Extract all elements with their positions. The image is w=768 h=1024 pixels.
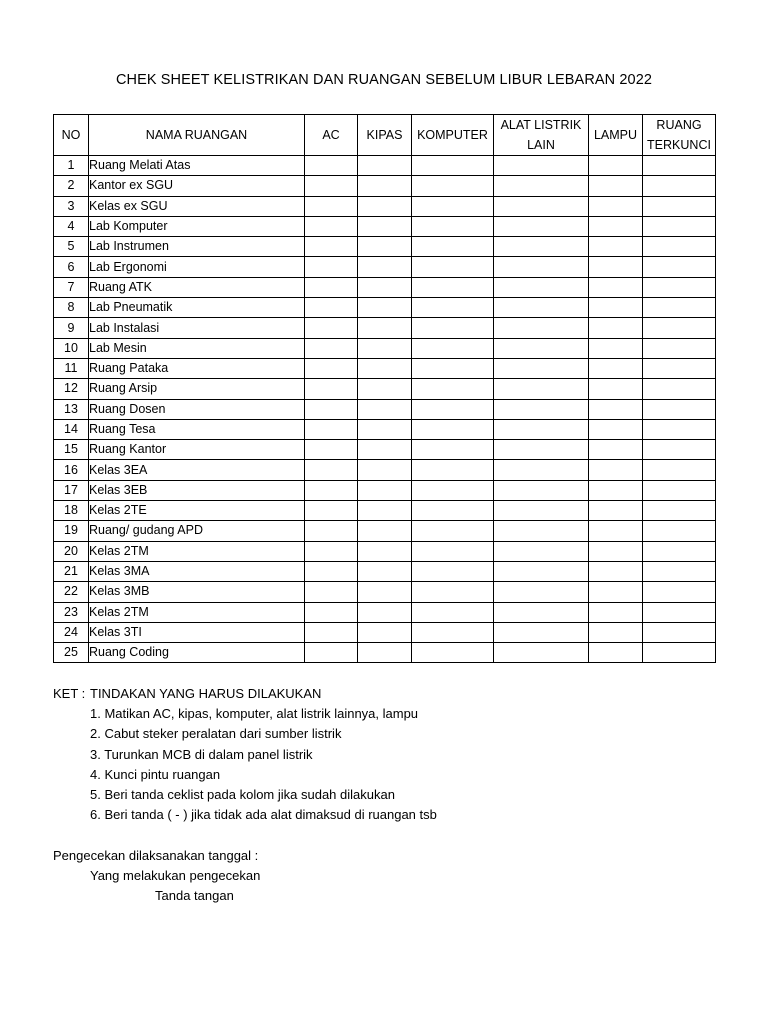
other-appliances-cell[interactable] xyxy=(494,419,589,439)
computer-cell[interactable] xyxy=(412,338,494,358)
ac-cell[interactable] xyxy=(305,501,358,521)
fan-cell[interactable] xyxy=(358,237,412,257)
room-locked-cell[interactable] xyxy=(643,257,716,277)
row-number: 1 xyxy=(54,156,89,176)
lamp-cell[interactable] xyxy=(589,277,643,297)
fan-cell[interactable] xyxy=(358,257,412,277)
room-locked-cell[interactable] xyxy=(643,480,716,500)
ac-cell[interactable] xyxy=(305,480,358,500)
computer-cell[interactable] xyxy=(412,582,494,602)
room-locked-cell[interactable] xyxy=(643,501,716,521)
room-locked-cell[interactable] xyxy=(643,643,716,663)
fan-cell[interactable] xyxy=(358,216,412,236)
room-locked-cell[interactable] xyxy=(643,298,716,318)
document-title: CHEK SHEET KELISTRIKAN DAN RUANGAN SEBELUM LIBUR LEBARAN 2022 xyxy=(115,72,653,88)
lamp-cell[interactable] xyxy=(589,561,643,581)
room-name: Ruang ATK xyxy=(89,277,305,297)
lamp-cell[interactable] xyxy=(589,379,643,399)
computer-cell[interactable] xyxy=(412,419,494,439)
table-row xyxy=(54,460,716,480)
checker-label: Yang melakukan pengecekan xyxy=(90,868,261,883)
table-row xyxy=(54,338,716,358)
row-number: 10 xyxy=(54,338,89,358)
room-locked-cell[interactable] xyxy=(643,622,716,642)
fan-cell[interactable] xyxy=(358,298,412,318)
signature-label: Tanda tangan xyxy=(155,888,234,903)
row-number: 16 xyxy=(54,460,89,480)
room-locked-cell[interactable] xyxy=(643,582,716,602)
room-locked-cell[interactable] xyxy=(643,541,716,561)
ac-cell[interactable] xyxy=(305,379,358,399)
computer-cell[interactable] xyxy=(412,602,494,622)
fan-cell[interactable] xyxy=(358,277,412,297)
lamp-cell[interactable] xyxy=(589,338,643,358)
row-number: 13 xyxy=(54,399,89,419)
table-row xyxy=(54,582,716,602)
fan-cell[interactable] xyxy=(358,602,412,622)
notes-title: TINDAKAN YANG HARUS DILAKUKAN xyxy=(90,686,322,701)
ac-cell[interactable] xyxy=(305,156,358,176)
computer-cell[interactable] xyxy=(412,440,494,460)
ac-cell[interactable] xyxy=(305,622,358,642)
room-name: Kelas 2TM xyxy=(89,541,305,561)
notes-label: KET : xyxy=(53,686,86,701)
row-number: 21 xyxy=(54,561,89,581)
ac-cell[interactable] xyxy=(305,237,358,257)
ac-cell[interactable] xyxy=(305,338,358,358)
table-row xyxy=(54,561,716,581)
ac-cell[interactable] xyxy=(305,298,358,318)
ac-cell[interactable] xyxy=(305,216,358,236)
row-number: 20 xyxy=(54,541,89,561)
other-appliances-cell[interactable] xyxy=(494,318,589,338)
room-name: Ruang Arsip xyxy=(89,379,305,399)
fan-cell[interactable] xyxy=(358,156,412,176)
ac-cell[interactable] xyxy=(305,257,358,277)
room-name: Ruang/ gudang APD xyxy=(89,521,305,541)
row-number: 2 xyxy=(54,176,89,196)
other-appliances-cell[interactable] xyxy=(494,501,589,521)
room-name: Kelas 2TE xyxy=(89,501,305,521)
ac-cell[interactable] xyxy=(305,440,358,460)
computer-cell[interactable] xyxy=(412,216,494,236)
lamp-cell[interactable] xyxy=(589,237,643,257)
row-number: 24 xyxy=(54,622,89,642)
table-row xyxy=(54,216,716,236)
computer-cell[interactable] xyxy=(412,399,494,419)
room-name: Lab Mesin xyxy=(89,338,305,358)
fan-cell[interactable] xyxy=(358,480,412,500)
row-number: 22 xyxy=(54,582,89,602)
computer-cell[interactable] xyxy=(412,277,494,297)
fan-cell[interactable] xyxy=(358,196,412,216)
room-locked-cell[interactable] xyxy=(643,440,716,460)
lamp-cell[interactable] xyxy=(589,521,643,541)
fan-cell[interactable] xyxy=(358,561,412,581)
col-header-no: NO xyxy=(54,115,89,156)
room-name: Lab Instrumen xyxy=(89,237,305,257)
computer-cell[interactable] xyxy=(412,156,494,176)
computer-cell[interactable] xyxy=(412,196,494,216)
room-name: Kelas 3MA xyxy=(89,561,305,581)
room-locked-cell[interactable] xyxy=(643,277,716,297)
row-number: 15 xyxy=(54,440,89,460)
table-row xyxy=(54,419,716,439)
lamp-cell[interactable] xyxy=(589,419,643,439)
room-name: Kelas 3EB xyxy=(89,480,305,500)
ac-cell[interactable] xyxy=(305,318,358,338)
note-step: 1. Matikan AC, kipas, komputer, alat listrik lainnya, lampu xyxy=(90,706,419,721)
row-number: 8 xyxy=(54,298,89,318)
lamp-cell[interactable] xyxy=(589,602,643,622)
room-name: Ruang Coding xyxy=(89,643,305,663)
table-row xyxy=(54,480,716,500)
lamp-cell[interactable] xyxy=(589,216,643,236)
room-locked-cell[interactable] xyxy=(643,419,716,439)
note-step: 6. Beri tanda ( - ) jika tidak ada alat dimaksud di ruangan tsb xyxy=(90,807,437,823)
other-appliances-cell[interactable] xyxy=(494,176,589,196)
room-locked-cell[interactable] xyxy=(643,318,716,338)
other-appliances-cell[interactable] xyxy=(494,358,589,378)
fan-cell[interactable] xyxy=(358,622,412,642)
computer-cell[interactable] xyxy=(412,480,494,500)
ac-cell[interactable] xyxy=(305,277,358,297)
lamp-cell[interactable] xyxy=(589,440,643,460)
row-number: 6 xyxy=(54,257,89,277)
table-row xyxy=(54,399,716,419)
ac-cell[interactable] xyxy=(305,602,358,622)
room-locked-cell[interactable] xyxy=(643,237,716,257)
room-name: Ruang Pataka xyxy=(89,358,305,378)
notes-steps xyxy=(90,704,437,826)
fan-cell[interactable] xyxy=(358,379,412,399)
room-locked-cell[interactable] xyxy=(643,602,716,622)
table-row xyxy=(54,318,716,338)
row-number: 11 xyxy=(54,358,89,378)
room-name: Ruang Dosen xyxy=(89,399,305,419)
ac-cell[interactable] xyxy=(305,643,358,663)
note-step: 5. Beri tanda ceklist pada kolom jika sudah dilakukan xyxy=(90,787,395,803)
col-header-computer: KOMPUTER xyxy=(412,115,494,156)
other-appliances-cell[interactable] xyxy=(494,216,589,236)
computer-cell[interactable] xyxy=(412,358,494,378)
ac-cell[interactable] xyxy=(305,561,358,581)
computer-cell[interactable] xyxy=(412,643,494,663)
row-number: 25 xyxy=(54,643,89,663)
table-row xyxy=(54,521,716,541)
other-appliances-cell[interactable] xyxy=(494,582,589,602)
other-appliances-cell[interactable] xyxy=(494,399,589,419)
other-appliances-cell[interactable] xyxy=(494,257,589,277)
other-appliances-cell[interactable] xyxy=(494,460,589,480)
col-header-locked-line2: TERKUNCI xyxy=(647,138,711,152)
row-number: 4 xyxy=(54,216,89,236)
table-row xyxy=(54,440,716,460)
lamp-cell[interactable] xyxy=(589,399,643,419)
col-header-room-locked xyxy=(643,115,716,156)
room-locked-cell[interactable] xyxy=(643,216,716,236)
computer-cell[interactable] xyxy=(412,521,494,541)
row-number: 17 xyxy=(54,480,89,500)
fan-cell[interactable] xyxy=(358,541,412,561)
fan-cell[interactable] xyxy=(358,643,412,663)
other-appliances-cell[interactable] xyxy=(494,277,589,297)
ac-cell[interactable] xyxy=(305,541,358,561)
lamp-cell[interactable] xyxy=(589,298,643,318)
computer-cell[interactable] xyxy=(412,298,494,318)
other-appliances-cell[interactable] xyxy=(494,196,589,216)
table-row xyxy=(54,541,716,561)
table-row xyxy=(54,298,716,318)
other-appliances-cell[interactable] xyxy=(494,602,589,622)
lamp-cell[interactable] xyxy=(589,622,643,642)
room-name: Lab Instalasi xyxy=(89,318,305,338)
computer-cell[interactable] xyxy=(412,257,494,277)
computer-cell[interactable] xyxy=(412,541,494,561)
room-name: Kelas 3TI xyxy=(89,622,305,642)
room-name: Ruang Melati Atas xyxy=(89,156,305,176)
room-name: Kelas 3EA xyxy=(89,460,305,480)
room-name: Lab Komputer xyxy=(89,216,305,236)
ac-cell[interactable] xyxy=(305,399,358,419)
row-number: 23 xyxy=(54,602,89,622)
note-step: 2. Cabut steker peralatan dari sumber listrik xyxy=(90,726,342,742)
notes-heading xyxy=(53,684,321,704)
fan-cell[interactable] xyxy=(358,440,412,460)
other-appliances-cell[interactable] xyxy=(494,379,589,399)
table-header-row xyxy=(54,115,716,156)
other-appliances-cell[interactable] xyxy=(494,480,589,500)
table-row xyxy=(54,622,716,642)
lamp-cell[interactable] xyxy=(589,176,643,196)
ac-cell[interactable] xyxy=(305,358,358,378)
row-number: 18 xyxy=(54,501,89,521)
col-header-locked-line1: RUANG xyxy=(656,118,702,132)
ac-cell[interactable] xyxy=(305,582,358,602)
table-row xyxy=(54,602,716,622)
table-row xyxy=(54,643,716,663)
table-row xyxy=(54,501,716,521)
lamp-cell[interactable] xyxy=(589,501,643,521)
room-name: Ruang Kantor xyxy=(89,440,305,460)
fan-cell[interactable] xyxy=(358,176,412,196)
other-appliances-cell[interactable] xyxy=(494,298,589,318)
col-header-lamp: LAMPU xyxy=(589,115,643,156)
other-appliances-cell[interactable] xyxy=(494,521,589,541)
fan-cell[interactable] xyxy=(358,358,412,378)
computer-cell[interactable] xyxy=(412,622,494,642)
other-appliances-cell[interactable] xyxy=(494,440,589,460)
fan-cell[interactable] xyxy=(358,521,412,541)
lamp-cell[interactable] xyxy=(589,318,643,338)
room-locked-cell[interactable] xyxy=(643,460,716,480)
checklist-table xyxy=(53,114,716,663)
room-name: Lab Ergonomi xyxy=(89,257,305,277)
lamp-cell[interactable] xyxy=(589,196,643,216)
computer-cell[interactable] xyxy=(412,176,494,196)
computer-cell[interactable] xyxy=(412,318,494,338)
col-header-room: NAMA RUANGAN xyxy=(89,115,305,156)
other-appliances-cell[interactable] xyxy=(494,338,589,358)
check-date-label: Pengecekan dilaksanakan tanggal : xyxy=(53,848,259,863)
col-header-fan: KIPAS xyxy=(358,115,412,156)
fan-cell[interactable] xyxy=(358,399,412,419)
other-appliances-cell[interactable] xyxy=(494,643,589,663)
table-row xyxy=(54,156,716,176)
fan-cell[interactable] xyxy=(358,419,412,439)
room-locked-cell[interactable] xyxy=(643,338,716,358)
row-number: 19 xyxy=(54,521,89,541)
ac-cell[interactable] xyxy=(305,196,358,216)
lamp-cell[interactable] xyxy=(589,480,643,500)
table-row xyxy=(54,176,716,196)
other-appliances-cell[interactable] xyxy=(494,622,589,642)
other-appliances-cell[interactable] xyxy=(494,156,589,176)
col-header-ac: AC xyxy=(305,115,358,156)
room-name: Ruang Tesa xyxy=(89,419,305,439)
row-number: 7 xyxy=(54,277,89,297)
room-locked-cell[interactable] xyxy=(643,196,716,216)
computer-cell[interactable] xyxy=(412,460,494,480)
table-row xyxy=(54,237,716,257)
row-number: 3 xyxy=(54,196,89,216)
computer-cell[interactable] xyxy=(412,379,494,399)
fan-cell[interactable] xyxy=(358,501,412,521)
room-name: Kelas 3MB xyxy=(89,582,305,602)
fan-cell[interactable] xyxy=(358,582,412,602)
table-row xyxy=(54,379,716,399)
other-appliances-cell[interactable] xyxy=(494,541,589,561)
ac-cell[interactable] xyxy=(305,419,358,439)
lamp-cell[interactable] xyxy=(589,582,643,602)
col-header-other-line2: LAIN xyxy=(527,138,555,152)
room-name: Lab Pneumatik xyxy=(89,298,305,318)
col-header-other-line1: ALAT LISTRIK xyxy=(500,118,582,132)
table-row xyxy=(54,358,716,378)
room-locked-cell[interactable] xyxy=(643,379,716,399)
table-row xyxy=(54,277,716,297)
room-locked-cell[interactable] xyxy=(643,358,716,378)
fan-cell[interactable] xyxy=(358,338,412,358)
note-step: 3. Turunkan MCB di dalam panel listrik xyxy=(90,746,313,762)
fan-cell[interactable] xyxy=(358,460,412,480)
room-name: Kantor ex SGU xyxy=(89,176,305,196)
lamp-cell[interactable] xyxy=(589,643,643,663)
computer-cell[interactable] xyxy=(412,237,494,257)
lamp-cell[interactable] xyxy=(589,541,643,561)
row-number: 12 xyxy=(54,379,89,399)
room-locked-cell[interactable] xyxy=(643,176,716,196)
table-row xyxy=(54,196,716,216)
fan-cell[interactable] xyxy=(358,318,412,338)
room-locked-cell[interactable] xyxy=(643,561,716,581)
computer-cell[interactable] xyxy=(412,561,494,581)
room-locked-cell[interactable] xyxy=(643,521,716,541)
room-locked-cell[interactable] xyxy=(643,399,716,419)
lamp-cell[interactable] xyxy=(589,156,643,176)
room-locked-cell[interactable] xyxy=(643,156,716,176)
ac-cell[interactable] xyxy=(305,460,358,480)
lamp-cell[interactable] xyxy=(589,257,643,277)
computer-cell[interactable] xyxy=(412,501,494,521)
lamp-cell[interactable] xyxy=(589,460,643,480)
lamp-cell[interactable] xyxy=(589,358,643,378)
ac-cell[interactable] xyxy=(305,521,358,541)
col-header-other-appliances xyxy=(494,115,589,156)
table-row xyxy=(54,257,716,277)
room-name: Kelas ex SGU xyxy=(89,196,305,216)
other-appliances-cell[interactable] xyxy=(494,561,589,581)
row-number: 9 xyxy=(54,318,89,338)
note-step: 4. Kunci pintu ruangan xyxy=(90,766,221,782)
row-number: 14 xyxy=(54,419,89,439)
ac-cell[interactable] xyxy=(305,176,358,196)
room-name: Kelas 2TM xyxy=(89,602,305,622)
row-number: 5 xyxy=(54,237,89,257)
other-appliances-cell[interactable] xyxy=(494,237,589,257)
